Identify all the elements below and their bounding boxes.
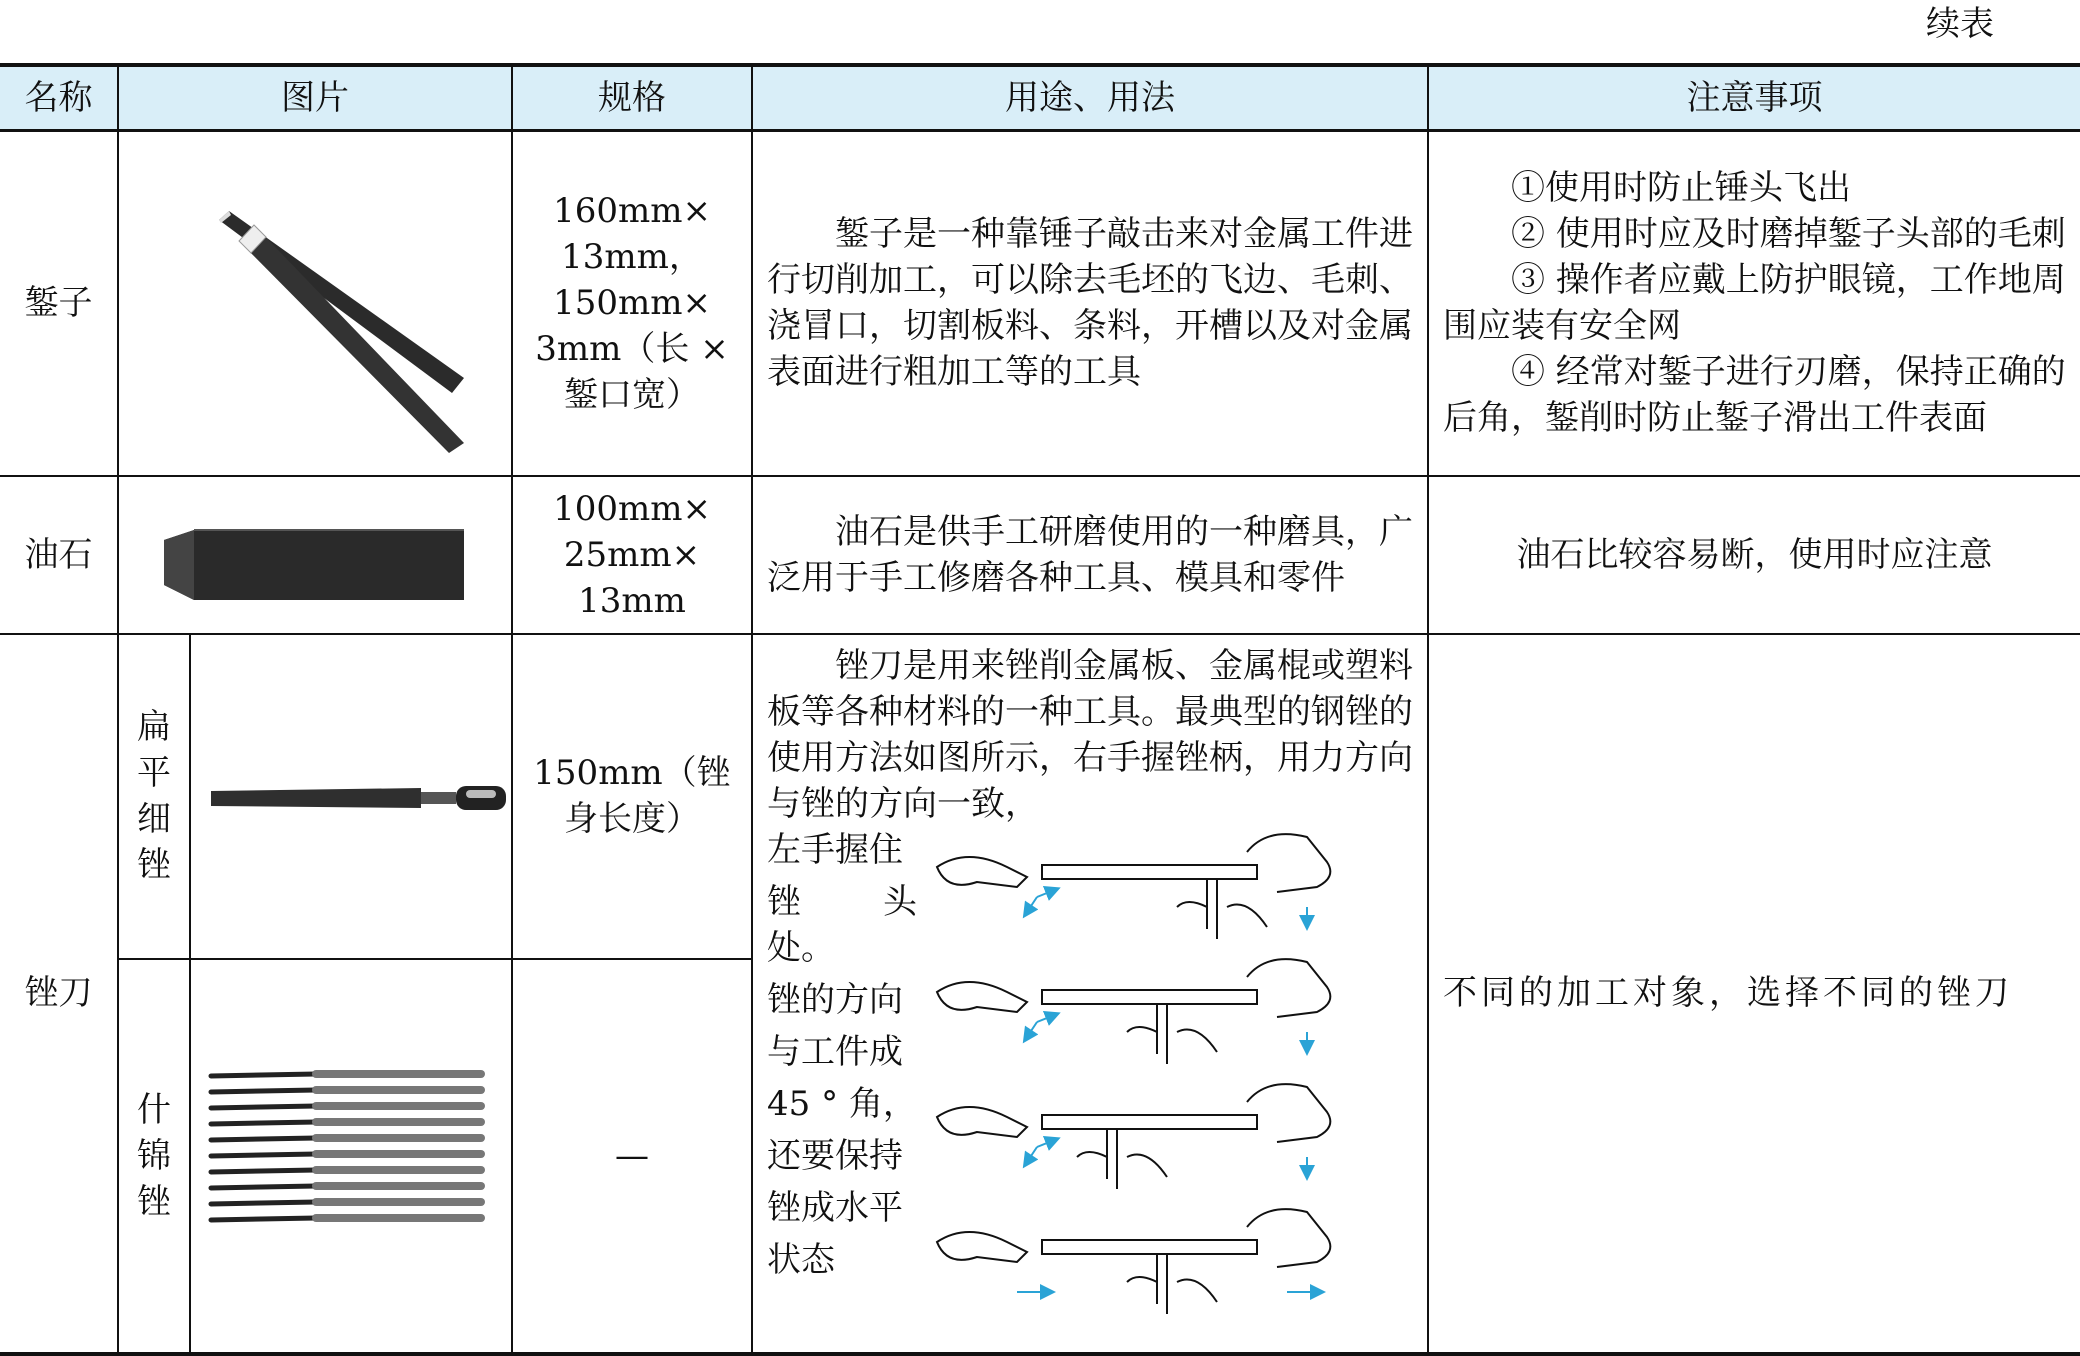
spec-line: 25mm× xyxy=(563,534,701,575)
filing-step xyxy=(937,834,1330,939)
needle-files-illustration xyxy=(191,1056,511,1256)
tool-name: 锉刀 xyxy=(0,634,118,1354)
filing-step xyxy=(937,959,1330,1064)
continued-label: 续表 xyxy=(1926,4,1994,44)
file-usage xyxy=(752,634,1428,1354)
header-spec: 规格 xyxy=(512,65,752,131)
flat-file-illustration xyxy=(191,746,511,846)
file-note: 不同的加工对象，选择不同的锉刀 xyxy=(1428,634,2080,1354)
table-row xyxy=(0,476,2080,634)
table-row xyxy=(0,131,2080,476)
spec-line: 13mm xyxy=(578,580,686,621)
spec-line: 100mm× xyxy=(553,488,711,529)
note-item: ② 使用时应及时磨掉錾子头部的毛刺 xyxy=(1511,214,2066,255)
note-item: ①使用时防止锤头飞出 xyxy=(1511,168,1851,209)
oilstone-usage: 油石是供手工研磨使用的一种磨具，广泛用于手工修磨各种工具、模具和零件 xyxy=(752,476,1428,634)
oilstone-note: 油石比较容易断，使用时应注意 xyxy=(1428,476,2080,634)
flat-file-image xyxy=(190,634,512,959)
filing-step xyxy=(937,1084,1330,1189)
usage-side-text: 左手握住 锉 头 处。 锉的方向 与工件成 45 ° 角， 还要保持 锉成水平 状态 xyxy=(767,829,917,1280)
table-row xyxy=(0,634,2080,959)
header-row xyxy=(0,65,2080,131)
needle-files-spec: — xyxy=(512,959,752,1354)
chisel-notes xyxy=(1428,131,2080,476)
note-item: ④ 经常对錾子进行刃磨，保持正确的后角，錾削时防止錾子滑出工件表面 xyxy=(1443,352,2066,439)
header-image: 图片 xyxy=(118,65,512,131)
flat-file-spec: 150mm（锉身长度） xyxy=(512,634,752,959)
spec-line: 13mm， xyxy=(561,237,703,278)
header-notes: 注意事项 xyxy=(1428,65,2080,131)
usage-text: 锉刀是用来锉削金属板、金属棍或塑料板等各种材料的一种工具。最典型的钢锉的使用方法如图所示，右手握锉柄，用力方向与锉的方向一致， xyxy=(767,645,1413,824)
chisel-illustration xyxy=(119,153,513,453)
spec-line: 錾口宽） xyxy=(564,375,700,416)
tool-name: 錾子 xyxy=(0,131,118,476)
filing-diagram xyxy=(917,827,1407,1327)
spec-line: 160mm× xyxy=(553,191,711,232)
oilstone-illustration xyxy=(119,490,513,620)
spec-line: 3mm（长 × xyxy=(535,329,729,370)
spec-line: 150mm× xyxy=(553,283,711,324)
tool-name: 油石 xyxy=(0,476,118,634)
chisel-usage: 錾子是一种靠锤子敲击来对金属工件进行切削加工，可以除去毛坯的飞边、毛刺、浇冒口，切割板料、条料，开槽以及对金属表面进行粗加工等的工具 xyxy=(752,131,1428,476)
filing-step xyxy=(937,1209,1330,1314)
header-usage: 用途、用法 xyxy=(752,65,1428,131)
tools-table xyxy=(0,63,2080,1356)
subtype-name: 什锦锉 xyxy=(118,959,190,1354)
oilstone-spec xyxy=(512,476,752,634)
chisel-spec xyxy=(512,131,752,476)
header-name: 名称 xyxy=(0,65,118,131)
note-item: ③ 操作者应戴上防护眼镜，工作地周围应装有安全网 xyxy=(1443,260,2066,347)
subtype-name: 扁平细锉 xyxy=(118,634,190,959)
needle-files-image xyxy=(190,959,512,1354)
chisel-image xyxy=(118,131,512,476)
oilstone-image xyxy=(118,476,512,634)
